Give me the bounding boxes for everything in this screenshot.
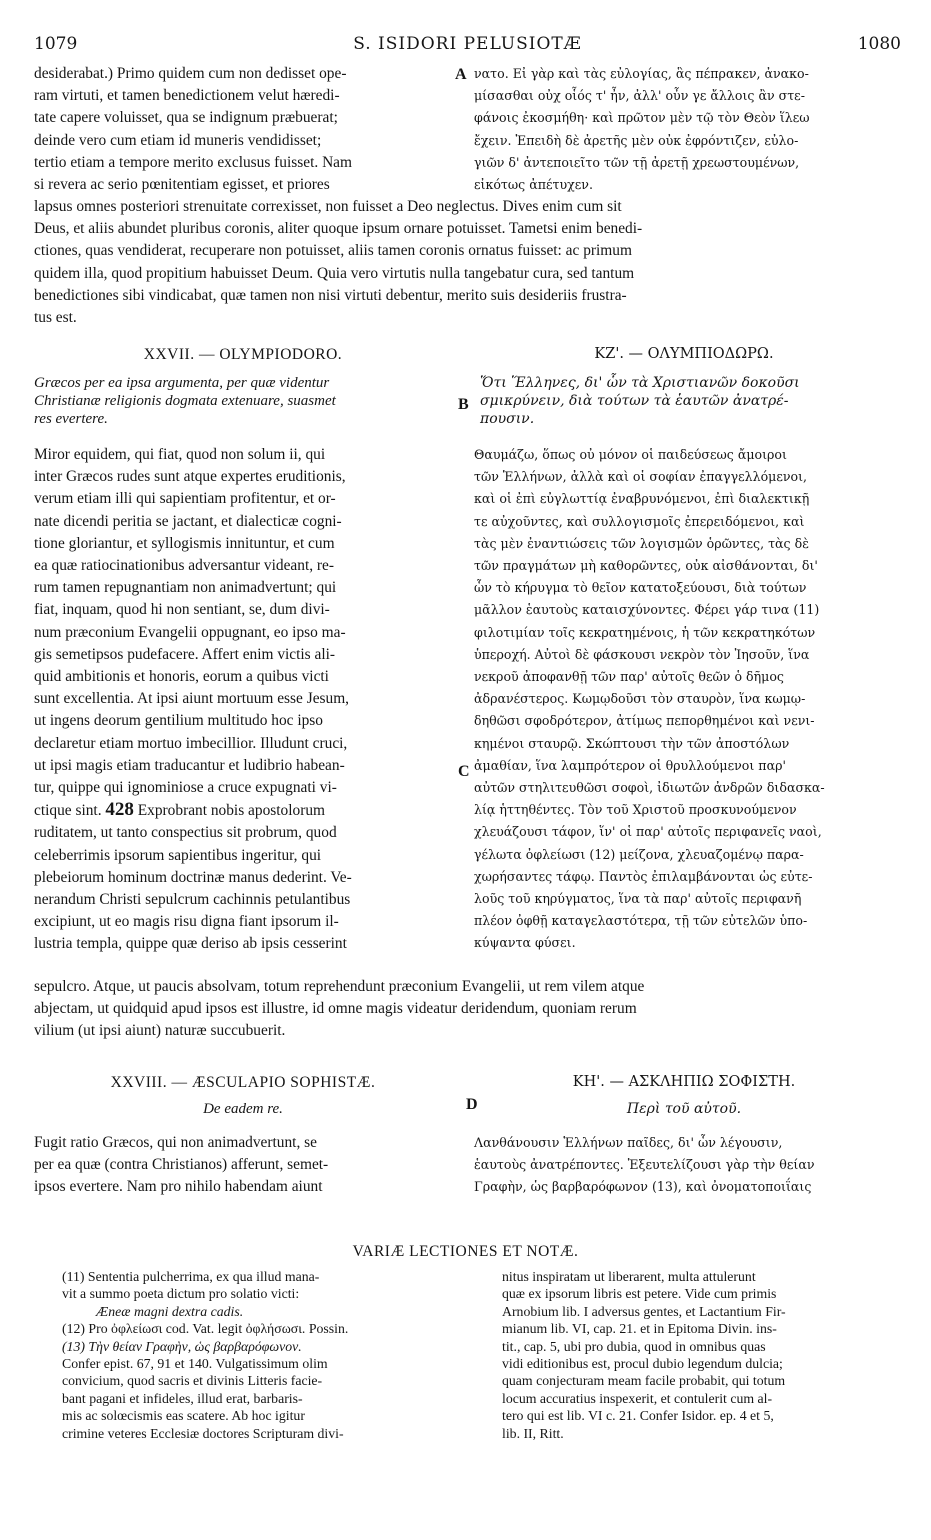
text-line: εἰκότως ἀπέτυχεν. (474, 177, 593, 193)
text-line: κημένοι σταυρῷ. Σκώπτουσι τὴν τῶν ἀποστόλων (474, 735, 790, 751)
text-line: χωρήσαντες τάφῳ. Παντὸς ἐπιλαμβάνονται ὡς εὐτε- (474, 868, 813, 884)
text-line: gis semetipsos pudefacere. Affert enim victis ali- (34, 645, 336, 663)
text-line: abjectam, ut quidquid apud ipsos est illustre, id omne magis videatur deridendum, quoniam rerum (34, 1000, 637, 1018)
text-line: κύψαντα φύσει. (474, 935, 576, 951)
text-line: γέλωτα ὀφλείωσι (12) μείζονα, χλευαζομένῳ παρα- (474, 846, 804, 862)
text-line: tus est. (34, 309, 77, 327)
note-line: bant pagani et infideles, illud erat, barbaris- (62, 1390, 303, 1406)
margin-marker-a: A (455, 66, 467, 83)
note-line: vit a summo poeta dictum pro solatio victi: (62, 1286, 300, 1302)
text-line: τῶν πραγμάτων μὴ καθορῶντες, οὐκ αἰσθάνονται, δι' (474, 558, 818, 574)
text-line: Deus, et aliis abundet pluribus coronis, aliter quoque ipsum ornare potuisset. Tametsi enim benedi- (34, 220, 643, 238)
top-greek-column (474, 63, 894, 196)
section-27-full-width-text (34, 976, 896, 1043)
text-fragment: ctique sint. (34, 802, 102, 820)
text-line (34, 799, 452, 822)
section-28-latin-text (34, 1132, 452, 1199)
text-line: ut ipsi magis etiam traducantur et ludibrio habean- (34, 756, 345, 774)
text-line: plebeiorum hominum doctrinæ manus dederint. Ve- (34, 868, 352, 886)
note-line: Confer epist. 67, 91 et 140. Vulgatissimum olim (62, 1356, 328, 1372)
section-28-greek-title: ΚΗ'. — ΑΣΚΛΗΠΙΩ ΣΟΦΙΣΤΗ. (572, 1074, 796, 1090)
text-line: μίσασθαι οὐχ οἷός τ' ἦν, ἀλλ' οὖν γε ἄλλοις ἂν στε- (474, 88, 805, 104)
summary-line: Ὅτι Ἕλληνες, δι' ὧν τὰ Χριστιανῶν δοκοῦσι (480, 375, 800, 391)
text-line: φιλοτιμίαν τοῖς κεκρατημένοις, ἡ τῶν κεκρατηκότων (474, 624, 816, 640)
text-line: χλευάζουσι τάφον, ἵν' οἱ παρ' αὐτοῖς περιφανεῖς ναοὶ, (474, 824, 822, 840)
note-line: (12) Pro ὀφλείωσι cod. Vat. legit ὀφλήσωσι. Possin. (62, 1321, 349, 1337)
text-line: ὧν τὸ κήρυγμα τὸ θεῖον κατατοξεύουσι, διὰ τούτων (474, 580, 807, 596)
notes-left-column (62, 1268, 460, 1442)
note-line: mianum lib. VI, cap. 21. et in Epitoma Divin. ins- (502, 1321, 777, 1337)
text-line: γιῶν δ' ἀντεποιεῖτο τῶν τῇ ἀρετῇ χρεωστουμένων, (474, 154, 800, 170)
text-line: λοῦς τοῦ κηρύγματος, ἵνα τὰ παρ' αὐτοῖς περιφανῆ (474, 891, 802, 907)
text-line: καὶ οἱ ἐπὶ εὐγλωττίᾳ ἐναβρυνόμενοι, ἐπὶ διαλεκτικῇ (474, 491, 810, 507)
section-27-greek-title: ΚΖ'. — ΟΛΥΜΠΙΟΔΩΡΩ. (594, 346, 774, 362)
top-latin-column (34, 63, 452, 196)
note-line: Arnobium lib. I adversus gentes, et Lactantium Fir- (502, 1303, 786, 1319)
text-line: τὰς μὲν ἐναντιώσεις τῶν λογισμῶν ὁρῶντες, τὰς δὲ (474, 535, 809, 551)
note-line: crimine veteres Ecclesiæ doctores Scripturam divi- (62, 1425, 344, 1441)
section-27-latin-text (34, 444, 452, 956)
summary-line: πουσιν. (480, 411, 535, 427)
text-line: φάνοις ἐκοσμήθη· καὶ πρῶτον μὲν τῷ τὸν Θεὸν ἵλεω (474, 110, 810, 126)
text-line: num præconium Evangelii oppugnant, eo ipso ma- (34, 623, 346, 641)
text-line: ἀδρανέστερος. Κωμῳδοῦσι τὸν σταυρὸν, ἵνα κωμῳ- (474, 691, 806, 707)
text-line: quid ambitionis et honoris, eorum a quibus victi (34, 668, 329, 686)
column-number-right: 1080 (857, 34, 901, 54)
note-line: mis ac solœcismis eas scatere. Ab hoc igitur (62, 1408, 305, 1424)
note-line: tero qui est lib. VI c. 21. Confer Isidor. ep. 4 et 5, (502, 1408, 774, 1424)
page-header (34, 34, 901, 56)
section-28-latin-summary: De eadem re. (203, 1101, 283, 1117)
text-line: ἑαυτοὺς ἀνατρέποντες. Ἐξευτελίζουσι γὰρ τὴν θείαν (474, 1157, 815, 1173)
text-line: desiderabat.) Primo quidem cum non dedisset ope- (34, 65, 347, 82)
margin-marker-d: D (466, 1096, 478, 1113)
note-line: (13) Τὴν θείαν Γραφὴν, ὡς βαρβαρόφωνον. (62, 1338, 302, 1354)
summary-line: σμικρύνειν, διὰ τούτων τὰ ἑαυτῶν ἀνατρέ- (480, 393, 789, 409)
margin-marker-b: B (458, 396, 469, 413)
text-line: αὐτῶν στηλιτευθῶσι σοφοὶ, ἰδιωτῶν ἀνδρῶν διδασκα- (474, 780, 825, 796)
text-line: Fugit ratio Græcos, qui non animadvertunt, se (34, 1134, 317, 1151)
text-line: lapsus omnes posteriori strenuitate correxisset, non fuisset a Deo neglectus. Dives enim cum sit (34, 198, 622, 215)
text-line: benedictiones sibi vindicabat, quæ tamen non nisi virtuti debentur, merito suis desideriis frustra- (34, 286, 627, 304)
text-line: sunt excellentia. At ipsi aiunt mortuum esse Jesum, (34, 690, 350, 708)
text-line: excipiunt, ut eo magis risu digna fiant ipsorum il- (34, 913, 339, 931)
running-title: S. ISIDORI PELUSIOTÆ (353, 34, 582, 54)
column-number-428: 428 (105, 799, 134, 821)
column-number-left: 1079 (34, 34, 78, 54)
text-line: vilium (ut ipsi aiunt) naturæ succubuerit. (34, 1022, 286, 1040)
text-line: ram virtuti, et tamen benedictionem velut hæredi- (34, 87, 340, 105)
text-line: nerandum Christi sepulcrum cachinnis petulantibus (34, 891, 351, 909)
section-27-greek-summary (480, 374, 894, 428)
text-line: τε αὐχοῦντες, καὶ συλλογισμοῖς ἐπερειδόμενοι, καὶ (474, 513, 805, 529)
summary-line: res evertere. (34, 411, 108, 427)
text-line: declaretur etiam mortuo imbecillior. Illudunt cruci, (34, 734, 348, 752)
section-28-latin-title: XXVIII. — ÆSCULAPIO SOPHISTÆ. (110, 1074, 376, 1091)
top-full-width-text (34, 196, 896, 329)
note-line: quam conjecturam meam facile probabit, qui totum (502, 1373, 786, 1389)
text-line: πλέον ὀφθῇ καταγελαστότερα, τῇ τῶν εὐτελῶν ὑπο- (474, 913, 808, 929)
notes-right-column (502, 1268, 898, 1442)
section-27-greek-text (474, 444, 894, 955)
summary-line: Græcos per ea ipsa argumenta, per quæ videntur (34, 375, 330, 391)
note-line: locum accuratius inspexerit, et contulerit cum al- (502, 1390, 773, 1406)
text-line: ruditatem, ut tanto conspectius sit probrum, quod (34, 824, 337, 842)
text-line: Θαυμάζω, ὅπως οὐ μόνον οἱ παιδεύσεως ἄμοιροι (474, 447, 787, 462)
note-line: vidi editionibus est, procul dubio legendum dulcia; (502, 1356, 783, 1372)
section-28-greek-text (474, 1132, 894, 1199)
text-line: ctiones, quas vendiderat, recuperare non potuisset, aliis tamen coronis ornatus fuisset: ac primum (34, 242, 632, 260)
text-line: ὑπεροχή. Αὐτοὶ δὲ φάσκουσι νεκρὸν τὸν Ἰησοῦν, ἵνα (474, 646, 810, 662)
text-line: sepulcro. Atque, ut paucis absolvam, totum reprehendunt præconium Evangelii, ut rem vilem atque (34, 978, 645, 995)
text-line: Λανθάνουσιν Ἑλλήνων παῖδες, δι' ὧν λέγουσιν, (474, 1135, 783, 1150)
text-line: τῶν Ἑλλήνων, ἀλλὰ καὶ οἱ σοφίαν ἐπαγγελλόμενοι, (474, 469, 808, 485)
text-line: ipsos evertere. Nam pro nihilo habendam aiunt (34, 1178, 323, 1196)
text-line: tur, quippe qui ignominiose a cruce expugnati vi- (34, 779, 337, 797)
margin-marker-c: C (458, 763, 470, 780)
text-line: tertio etiam a tempore merito exclusus fuisset. Nam (34, 153, 352, 171)
text-line: inter Græcos rudes sunt atque expertes eruditionis, (34, 468, 346, 486)
text-line: lustria templa, quippe quæ deriso ab ipsis cesserint (34, 935, 347, 953)
text-fragment: Exprobrant nobis apostolorum (137, 802, 325, 820)
text-line: celeberrimis ipsorum sapientibus ingeritur, qui (34, 846, 322, 864)
text-line: nate dicendi peritia se jactant, et dialecticæ cogni- (34, 512, 342, 530)
text-line: ea quæ ratiocinationibus adversantur videant, re- (34, 557, 335, 575)
note-line: lib. II, Ritt. (502, 1425, 564, 1441)
text-line: ἔχειν. Ἐπειδὴ δὲ ἀρετῆς μὲν οὐκ ἐφρόντιζεν, εὐλο- (474, 132, 799, 148)
text-line: fiat, inquam, quod hi non sentiant, se, dum divi- (34, 601, 330, 619)
section-27-latin-title: XXVII. — OLYMPIODORO. (143, 346, 343, 363)
text-line: ut ingens deorum gentilium multitudo hoc ipso (34, 712, 323, 730)
text-line: Γραφὴν, ὡς βαρβαρόφωνον (13), καὶ ὀνοματοποιΐαις (474, 1179, 812, 1195)
text-line: μᾶλλον ἑαυτοὺς καταισχύνοντες. Φέρει γάρ τινα (11) (474, 602, 820, 618)
note-line: nitus inspiratam ut liberarent, multa attulerunt (502, 1269, 756, 1284)
note-line: quæ ex ipsorum libris est petere. Vide cum primis (502, 1286, 777, 1302)
text-line: δηθῶσι σφοδρότερον, ἀτίμως πεπορθημένοι καὶ νενι- (474, 713, 815, 729)
text-line: quidem illa, quod propitium habuisset Deum. Quia vero virtutis nulla tangebatur cura, sed tantum (34, 264, 635, 282)
text-line: rum tamen repugnantiam non animadvertunt; qui (34, 579, 337, 597)
text-line: per ea quæ (contra Christianos) afferunt, semet- (34, 1156, 329, 1174)
text-line: νεκροῦ ἀποφανθῇ τῶν παρ' αὐτοῖς θεῶν ὁ δῆμος (474, 669, 784, 685)
text-line: νατο. Εἰ γὰρ καὶ τὰς εὐλογίας, ἃς πέπρακεν, ἀνακο- (474, 66, 809, 81)
note-line: convicium, quod sacris et divinis Litteris facie- (62, 1373, 323, 1389)
notes-title: VARIÆ LECTIONES ET NOTÆ. (352, 1243, 579, 1260)
section-27-latin-summary (34, 374, 452, 428)
note-line: Æneæ magni dextra cadis. (96, 1303, 244, 1319)
note-line: tit., cap. 5, ubi pro dubia, quod in omnibus quas (502, 1338, 766, 1354)
text-line: Miror equidem, qui fiat, quod non solum ii, qui (34, 446, 326, 463)
text-line: tione gloriantur, et syllogismis innituntur, et cum (34, 534, 335, 552)
text-line: ἀμαθίαν, ἵνα λαμπρότερον οἱ θρυλλούμενοι παρ' (474, 757, 786, 773)
section-28-greek-summary: Περὶ τοῦ αὐτοῦ. (626, 1101, 742, 1117)
note-line: (11) Sententia pulcherrima, ex qua illud mana- (62, 1269, 320, 1284)
text-line: deinde vero cum etiam id muneris vendidisset; (34, 131, 322, 149)
text-line: λίᾳ ἡττηθέντες. Τὸν τοῦ Χριστοῦ προσκυνούμενον (474, 802, 797, 818)
text-line: tate capere voluisset, qua se indignum præbuerat; (34, 109, 338, 127)
text-line: verum etiam illi qui sapientiam profitentur, et or- (34, 490, 336, 508)
summary-line: Christianæ religionis dogmata extenuare, suasmet (34, 393, 336, 409)
text-line: si revera ac serio pœnitentiam egisset, et priores (34, 176, 330, 194)
